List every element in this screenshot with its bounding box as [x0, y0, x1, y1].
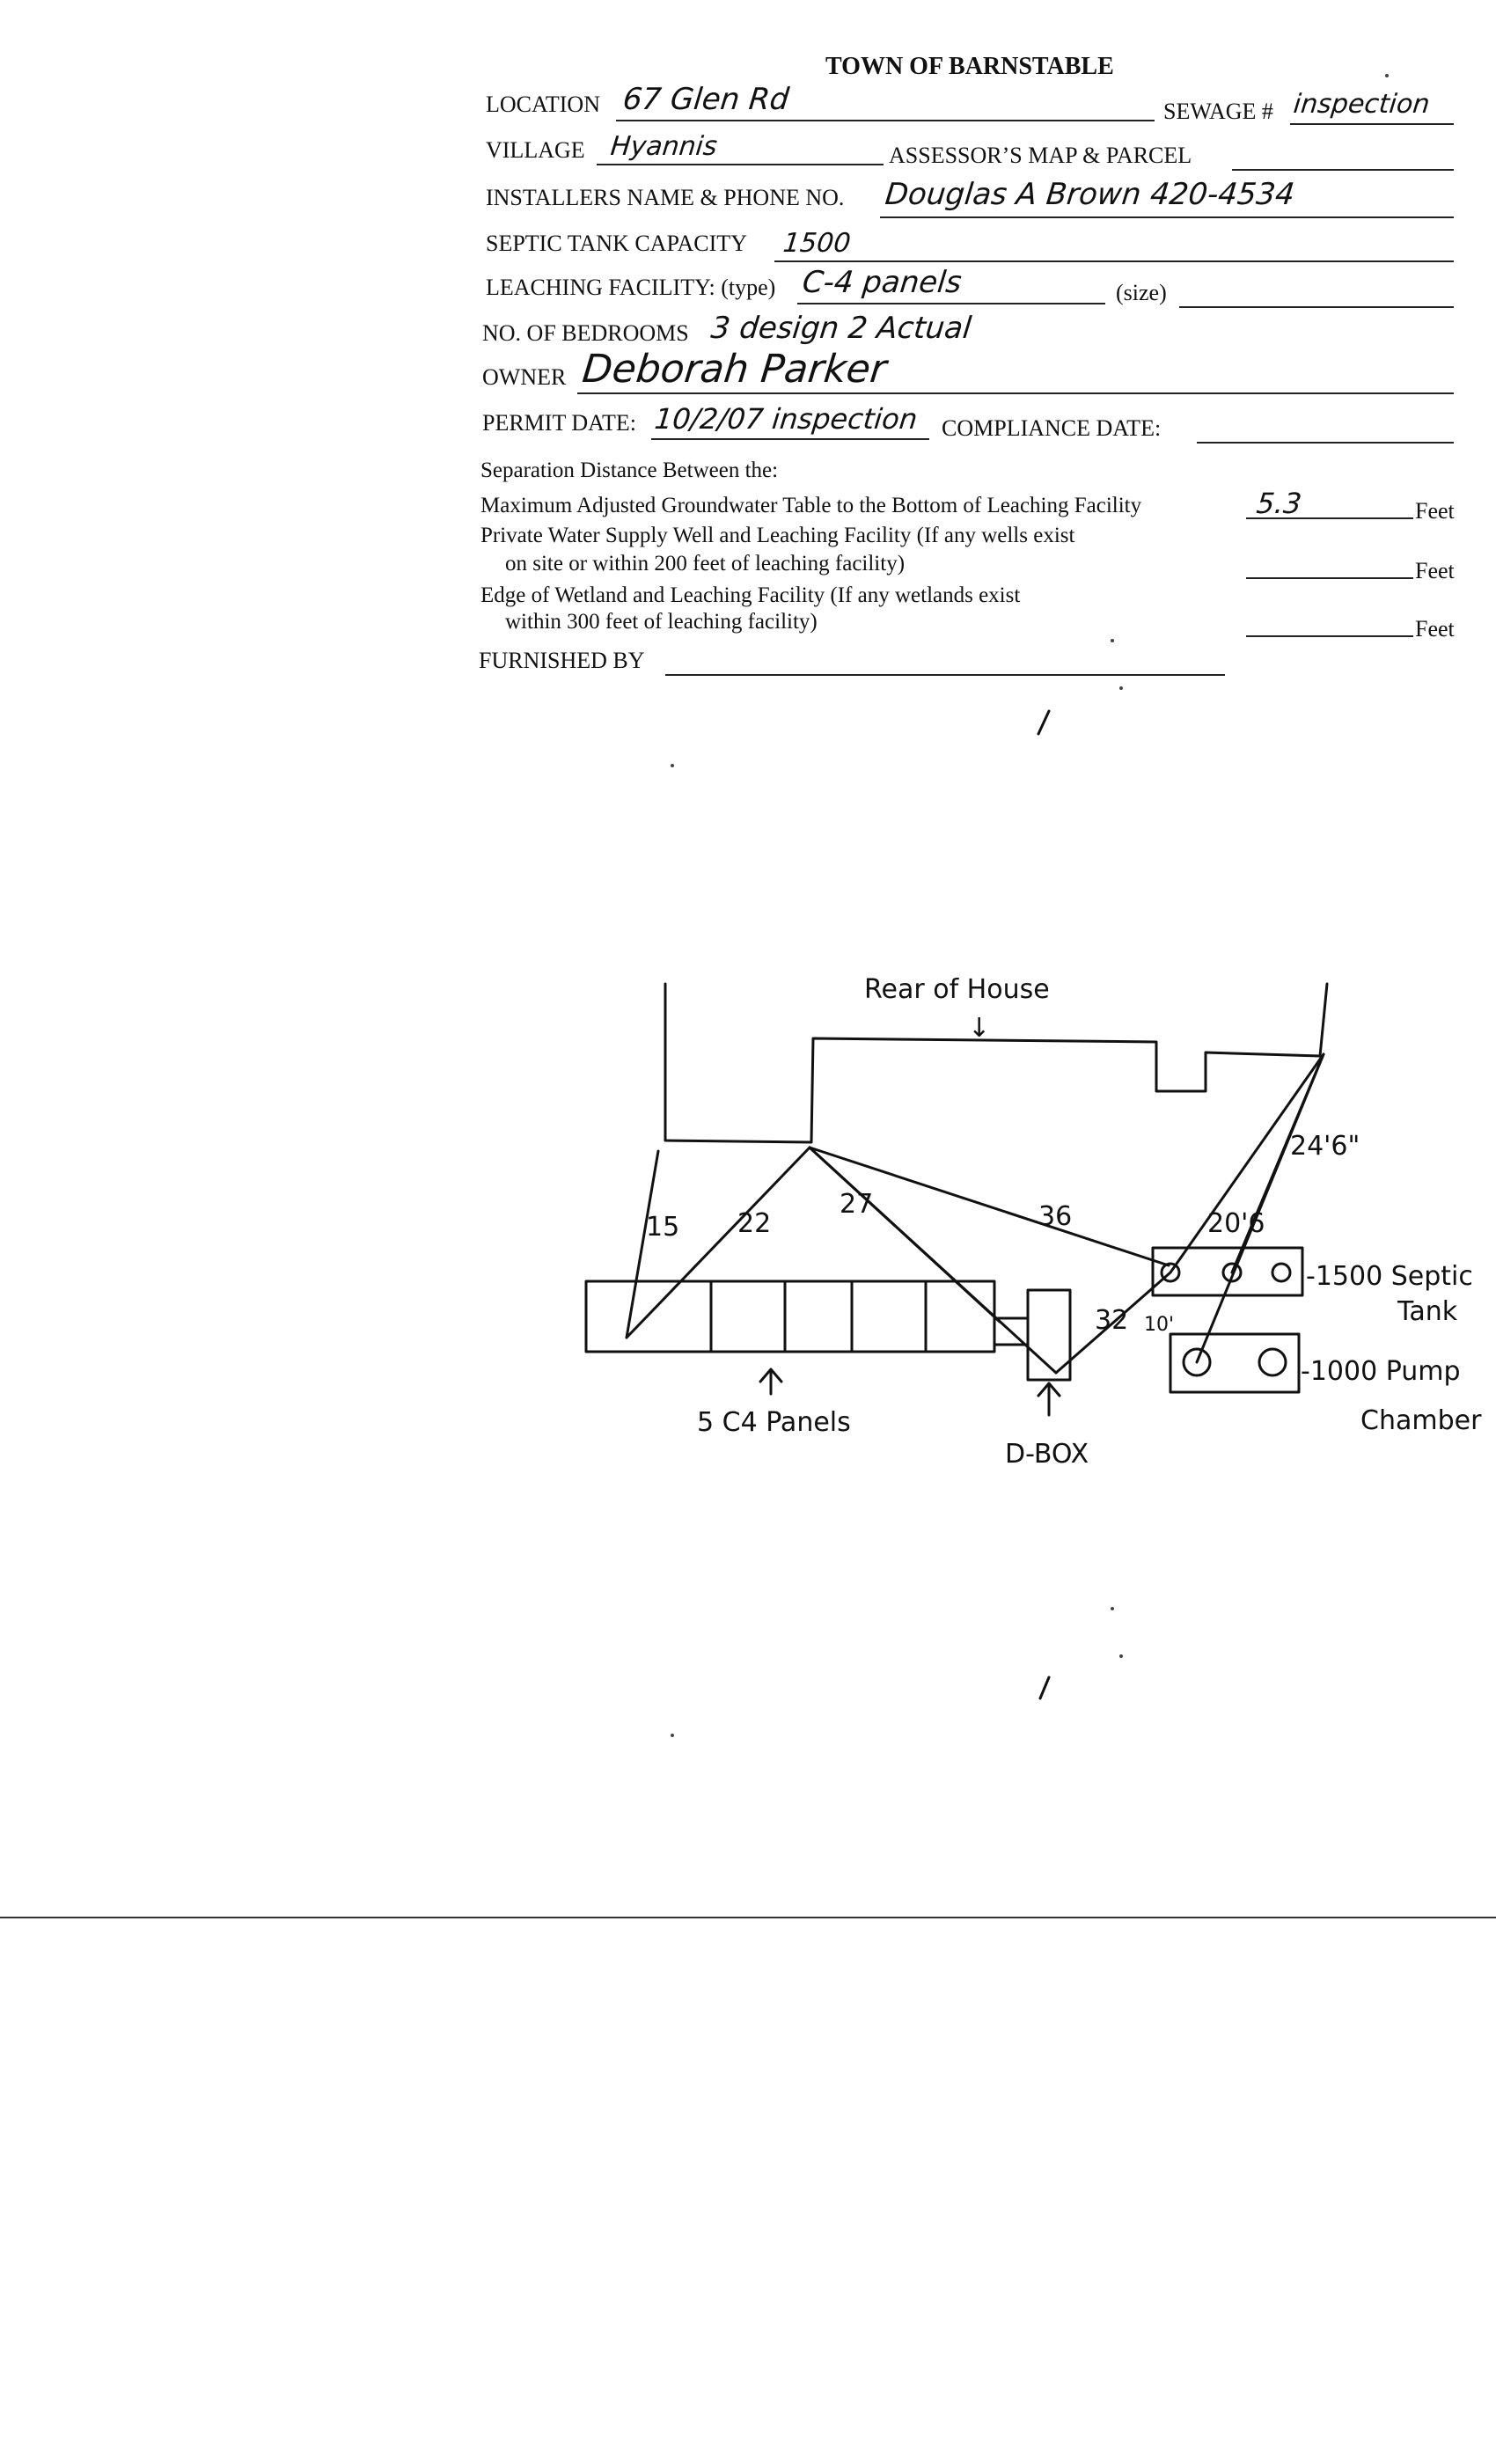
dbox-label: D-BOX [1005, 1439, 1089, 1470]
bedrooms-label: NO. OF BEDROOMS [482, 320, 689, 346]
leaching-label: LEACHING FACILITY: (type) [486, 275, 776, 300]
permit-value: 10/2/07 inspection [653, 402, 920, 436]
village-value: Hyannis [609, 131, 719, 162]
tie-line-27b [810, 1148, 1000, 1322]
dist-label-32: 32 [1095, 1305, 1129, 1336]
tank-label: SEPTIC TANK CAPACITY [486, 231, 747, 256]
pump-port [1259, 1349, 1286, 1375]
scan-edge-line [0, 1917, 1496, 1918]
compliance-label: COMPLIANCE DATE: [942, 415, 1162, 441]
wetland-line-2: within 300 feet of leaching facility) [505, 610, 818, 634]
stray-mark [1040, 1677, 1049, 1698]
pump-label-2: Chamber [1360, 1405, 1482, 1436]
leaching-value: C-4 panels [800, 265, 964, 300]
dist-label-24: 24'6" [1290, 1131, 1360, 1162]
permit-label: PERMIT DATE: [482, 410, 637, 436]
owner-value: Deborah Parker [580, 347, 889, 392]
well-feet: Feet [1415, 558, 1455, 583]
tank-value: 1500 [781, 228, 853, 259]
dbox-arrow [1038, 1383, 1060, 1415]
tank-port [1272, 1264, 1290, 1281]
septic-label-2: Tank [1397, 1296, 1458, 1327]
panels-arrow [760, 1369, 781, 1394]
pump-label-1: -1000 Pump [1301, 1356, 1461, 1387]
location-value: 67 Glen Rd [620, 82, 791, 117]
sewage-value: inspection [1292, 89, 1432, 120]
assessor-label: ASSESSOR’S MAP & PARCEL [889, 143, 1192, 168]
wetland-feet: Feet [1415, 616, 1455, 642]
dist-label-27: 27 [840, 1189, 874, 1220]
septic-label-1: -1500 Septic [1306, 1261, 1473, 1292]
size-label: (size) [1116, 280, 1167, 305]
house-label: Rear of House [864, 974, 1050, 1005]
owner-label: OWNER [482, 364, 567, 390]
dist-label-22: 22 [737, 1208, 772, 1239]
form-title: TOWN OF BARNSTABLE [825, 53, 1114, 80]
installer-label: INSTALLERS NAME & PHONE NO. [486, 185, 845, 210]
house-arrow: ↓ [968, 1013, 991, 1044]
wetland-line-1: Edge of Wetland and Leaching Facility (If any wetlands exist [480, 583, 1021, 607]
sewage-label: SEWAGE # [1163, 99, 1273, 124]
location-label: LOCATION [486, 92, 600, 117]
well-line-2: on site or within 200 feet of leaching facility) [505, 552, 906, 576]
dist-label-15: 15 [646, 1212, 680, 1243]
well-line-1: Private Water Supply Well and Leaching Facility (If any wells exist [480, 524, 1075, 547]
dist-label-10: 10' [1144, 1314, 1175, 1336]
groundwater-feet: Feet [1415, 498, 1455, 524]
separation-heading: Separation Distance Between the: [480, 458, 779, 482]
groundwater-label: Maximum Adjusted Groundwater Table to the Bottom of Leaching Facility [480, 494, 1142, 517]
pump-chamber [1170, 1334, 1299, 1392]
stray-mark [1038, 711, 1049, 734]
installer-value: Douglas A Brown 420-4534 [883, 177, 1297, 212]
village-label: VILLAGE [486, 137, 585, 163]
house-outline [665, 984, 1327, 1142]
dist-label-36: 36 [1038, 1201, 1073, 1232]
furnished-label: FURNISHED BY [479, 648, 645, 673]
bedrooms-value: 3 design 2 Actual [708, 311, 973, 346]
groundwater-value: 5.3 [1255, 487, 1303, 520]
dist-label-20: 20'6 [1207, 1208, 1265, 1239]
panels-label: 5 C4 Panels [697, 1407, 851, 1438]
